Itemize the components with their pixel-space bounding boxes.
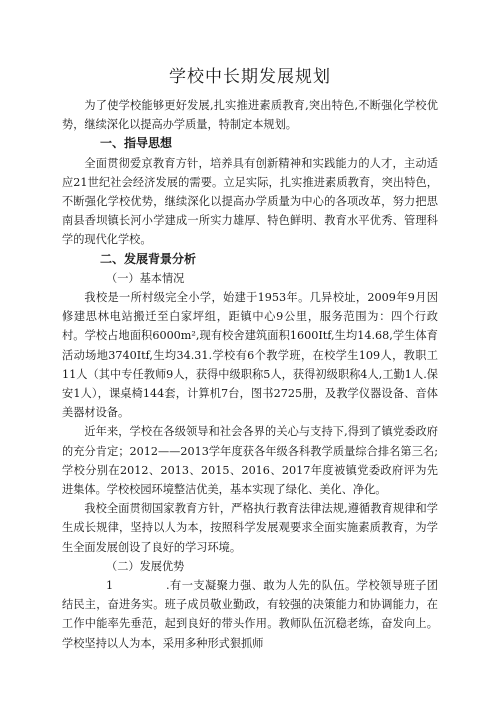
item-text: .有一支凝聚力强、敢为人先的队伍。学校领导班子团结民主，奋进务实。班子成员敬业勤政，有较强的决策能力和协调能力，在工作中能率先垂范，起到良好的带头作用。教师队伍沉稳老练，奋发向上。学校坚持以人为本，采用多种形式狠抓师 — [62, 579, 438, 650]
basic-situation-paragraph: 我校是一所村级完全小学，始建于1953年。几异校址，2009年9月因修建思林电站搬迁至白家坪组，距镇中心9公里，服务范围为：四个行政村。学校占地面积6000m²,现有校舍建筑面积1600Itf,生均14.68,学生体育活动场地3740Itf,生均34.31.学校有6个教学班，在校学生109人，教职工11人（其中专任教师9人，获得中级职称5人，获得初级职称4人,工勤1人.保安1人），课桌椅144套，计算机7台，图书2725册，及教学仪器设备、音体美器材设备。 — [62, 291, 438, 420]
document-body — [62, 96, 438, 653]
subheading-development-advantages: （二）发展优势 — [106, 559, 185, 573]
intro-paragraph: 为了使学校能够更好发展,扎实推进素质教育,突出特色,不断强化学校优势，继续深化以提高办学质量，特制定本规划。 — [62, 99, 438, 132]
section-heading-background-analysis: 二、发展背景分析 — [100, 251, 197, 266]
page-title: 学校中长期发展规划 — [169, 67, 331, 87]
subheading-basic-situation: （一）基本情况 — [106, 271, 185, 285]
recent-years-paragraph: 近年来，学校在各级领导和社会各界的关心与支持下,得到了镇党委政府的充分肯定；2012——2013学年度获各年级各科教学质量综合排名第三名;学校分别在2012、2013、2015、2016、2017年度被镇党委政府评为先进集体。学校校园环境整洁优美，基本实现了绿化、美化、净化。 — [62, 425, 438, 497]
guiding-ideology-paragraph: 全面贯彻爱京教育方针，培养具有创新精神和实践能力的人才，主动适应21世纪社会经济发展的需要。立足实际，扎实推进素质教育，突出特色，不断强化学校优势，继续深化以提高办学质量为中心的各项改革，努力把思南县香坝镇长河小学建成一所实力雄厚、特色鲜明、教育水平优秀、管理科学的现代化学校。 — [62, 156, 438, 247]
advantage-item-1 — [62, 576, 438, 653]
item-number: 1 — [106, 579, 114, 593]
section-heading-guiding-ideology: 一、指导思想 — [100, 136, 173, 151]
education-policy-paragraph: 我校全面贯彻国家教育方针，严格执行教育法律法规,遵循教育规律和学生成长规律，坚持以人为本，按照科学发展观要求全面实施素质教育，为学生全面发展创设了良好的学习环境。 — [62, 502, 438, 554]
